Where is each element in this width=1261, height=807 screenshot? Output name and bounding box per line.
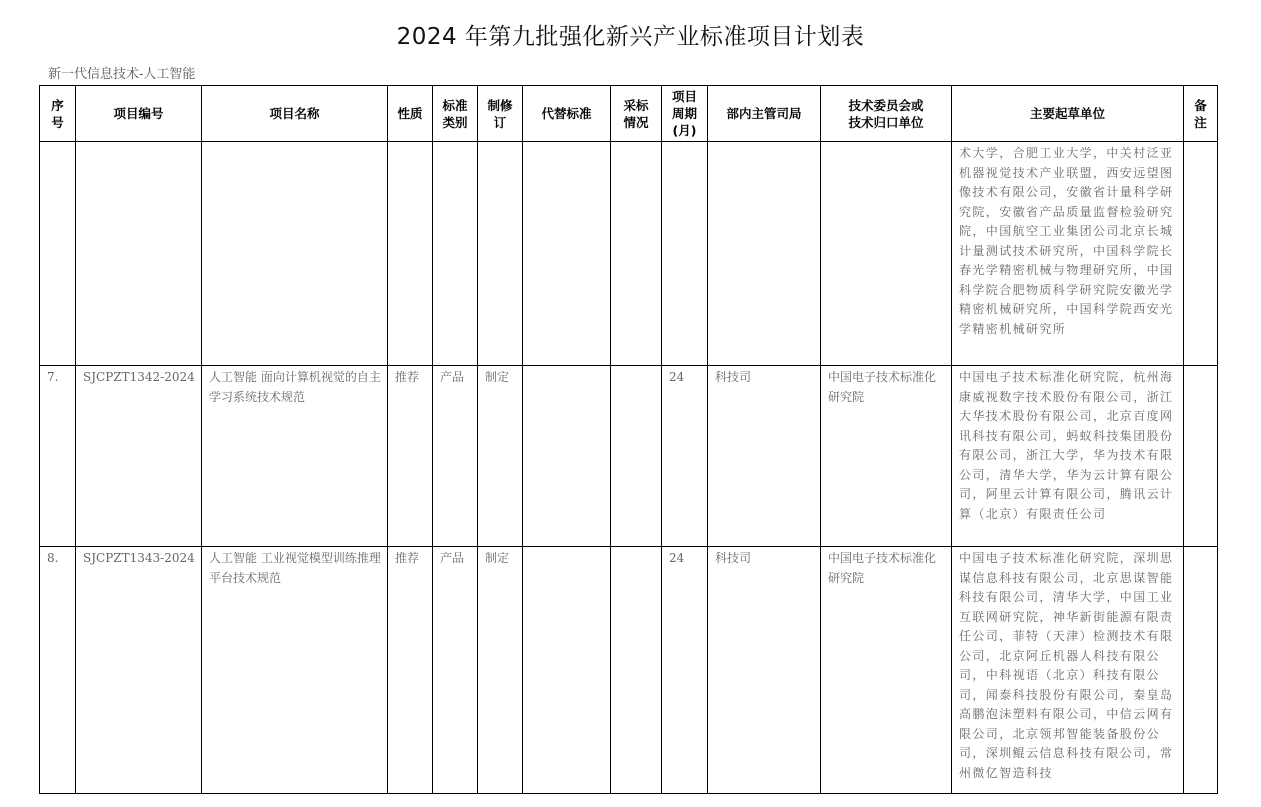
header-drafters: 主要起草单位 <box>952 86 1184 142</box>
header-seq: 序 号 <box>40 86 76 142</box>
cell-std-category <box>433 142 478 366</box>
cell-remarks <box>1184 142 1218 366</box>
cell-project-name <box>202 142 388 366</box>
header-project-code: 项目编号 <box>76 86 202 142</box>
document-title: 2024 年第九批强化新兴产业标准项目计划表 <box>396 24 865 50</box>
cell-revision: 制定 <box>478 366 523 547</box>
header-std-category: 标准 类别 <box>433 86 478 142</box>
header-department: 部内主管司局 <box>708 86 821 142</box>
table-row-continuation <box>40 142 1218 366</box>
cell-tech-committee: 中国电子技术标准化研究院 <box>821 547 952 794</box>
cell-adoption <box>611 547 662 794</box>
cell-replaces <box>523 366 611 547</box>
cell-tech-committee: 中国电子技术标准化研究院 <box>821 366 952 547</box>
cell-adoption <box>611 142 662 366</box>
cell-nature <box>388 142 433 366</box>
cell-project-name: 人工智能 面向计算机视觉的自主学习系统技术规范 <box>202 366 388 547</box>
cell-remarks <box>1184 366 1218 547</box>
header-revision: 制修 订 <box>478 86 523 142</box>
cell-seq <box>40 142 76 366</box>
header-adoption: 采标 情况 <box>611 86 662 142</box>
cell-drafters <box>952 547 1184 794</box>
table-row <box>40 366 1218 547</box>
header-tech-committee: 技术委员会或 技术归口单位 <box>821 86 952 142</box>
cell-period: 24 <box>662 366 708 547</box>
cell-project-name: 人工智能 工业视觉模型训练推理平台技术规范 <box>202 547 388 794</box>
cell-seq: 7. <box>40 366 76 547</box>
cell-drafters: 术大学，合肥工业大学，中关村泛亚机器视觉技术产业联盟，西安远望图像技术有限公司，安徽省计量科学研究院，安徽省产品质量监督检验研究院，中国航空工业集团公司北京长城计量测试技术研究所，中国科学院长春光学精密机械与物理研究所，中国科学院合肥物质科学研究院安徽光学精密机械研究所，中国科学院西安光学精密机械研究所 <box>952 142 1184 366</box>
cell-seq: 8. <box>40 547 76 794</box>
cell-remarks <box>1184 547 1218 794</box>
cell-project-code <box>76 142 202 366</box>
cell-tech-committee <box>821 142 952 366</box>
cell-adoption <box>611 366 662 547</box>
cell-project-code: SJCPZT1343-2024 <box>76 547 202 794</box>
cell-std-category: 产品 <box>433 547 478 794</box>
header-remarks: 备 注 <box>1184 86 1218 142</box>
cell-replaces <box>523 547 611 794</box>
cell-nature: 推荐 <box>388 366 433 547</box>
drafters-text: 中国电子技术标准化研究院，深圳思谋信息科技有限公司，北京思谋智能科技有限公司，清华大学，中国工业互联网研究院，神华新街能源有限责任公司，菲特（天津）检测技术有限公司，北京阿丘机器人科技有限公司，中科视语（北京）科技有限公司，闻泰科技股份有限公司，秦皇岛高鹏泡沫塑料有限公司，中信云网有限公司，北京领邦智能装备股份公司，深圳鲲云信息科技有限公司，常州微亿智造科技 <box>959 551 1174 780</box>
header-replaces: 代替标准 <box>523 86 611 142</box>
cell-department <box>708 142 821 366</box>
cell-revision <box>478 142 523 366</box>
project-plan-table <box>39 85 1218 794</box>
header-nature: 性质 <box>388 86 433 142</box>
cell-std-category: 产品 <box>433 366 478 547</box>
cell-department: 科技司 <box>708 366 821 547</box>
cell-department: 科技司 <box>708 547 821 794</box>
header-row <box>40 86 1218 142</box>
header-project-name: 项目名称 <box>202 86 388 142</box>
table-row <box>40 547 1218 794</box>
header-period: 项目 周期 (月) <box>662 86 708 142</box>
cell-revision: 制定 <box>478 547 523 794</box>
cell-drafters: 中国电子技术标准化研究院，杭州海康威视数字技术股份有限公司，浙江大华技术股份有限公司，北京百度网讯科技有限公司，蚂蚁科技集团股份有限公司，浙江大学，华为技术有限公司，清华大学，华为云计算有限公司，阿里云计算有限公司，腾讯云计算（北京）有限责任公司 <box>952 366 1184 547</box>
cell-project-code: SJCPZT1342-2024 <box>76 366 202 547</box>
cell-period: 24 <box>662 547 708 794</box>
cell-replaces <box>523 142 611 366</box>
cell-nature: 推荐 <box>388 547 433 794</box>
section-label: 新一代信息技术-人工智能 <box>48 67 196 82</box>
cell-period <box>662 142 708 366</box>
